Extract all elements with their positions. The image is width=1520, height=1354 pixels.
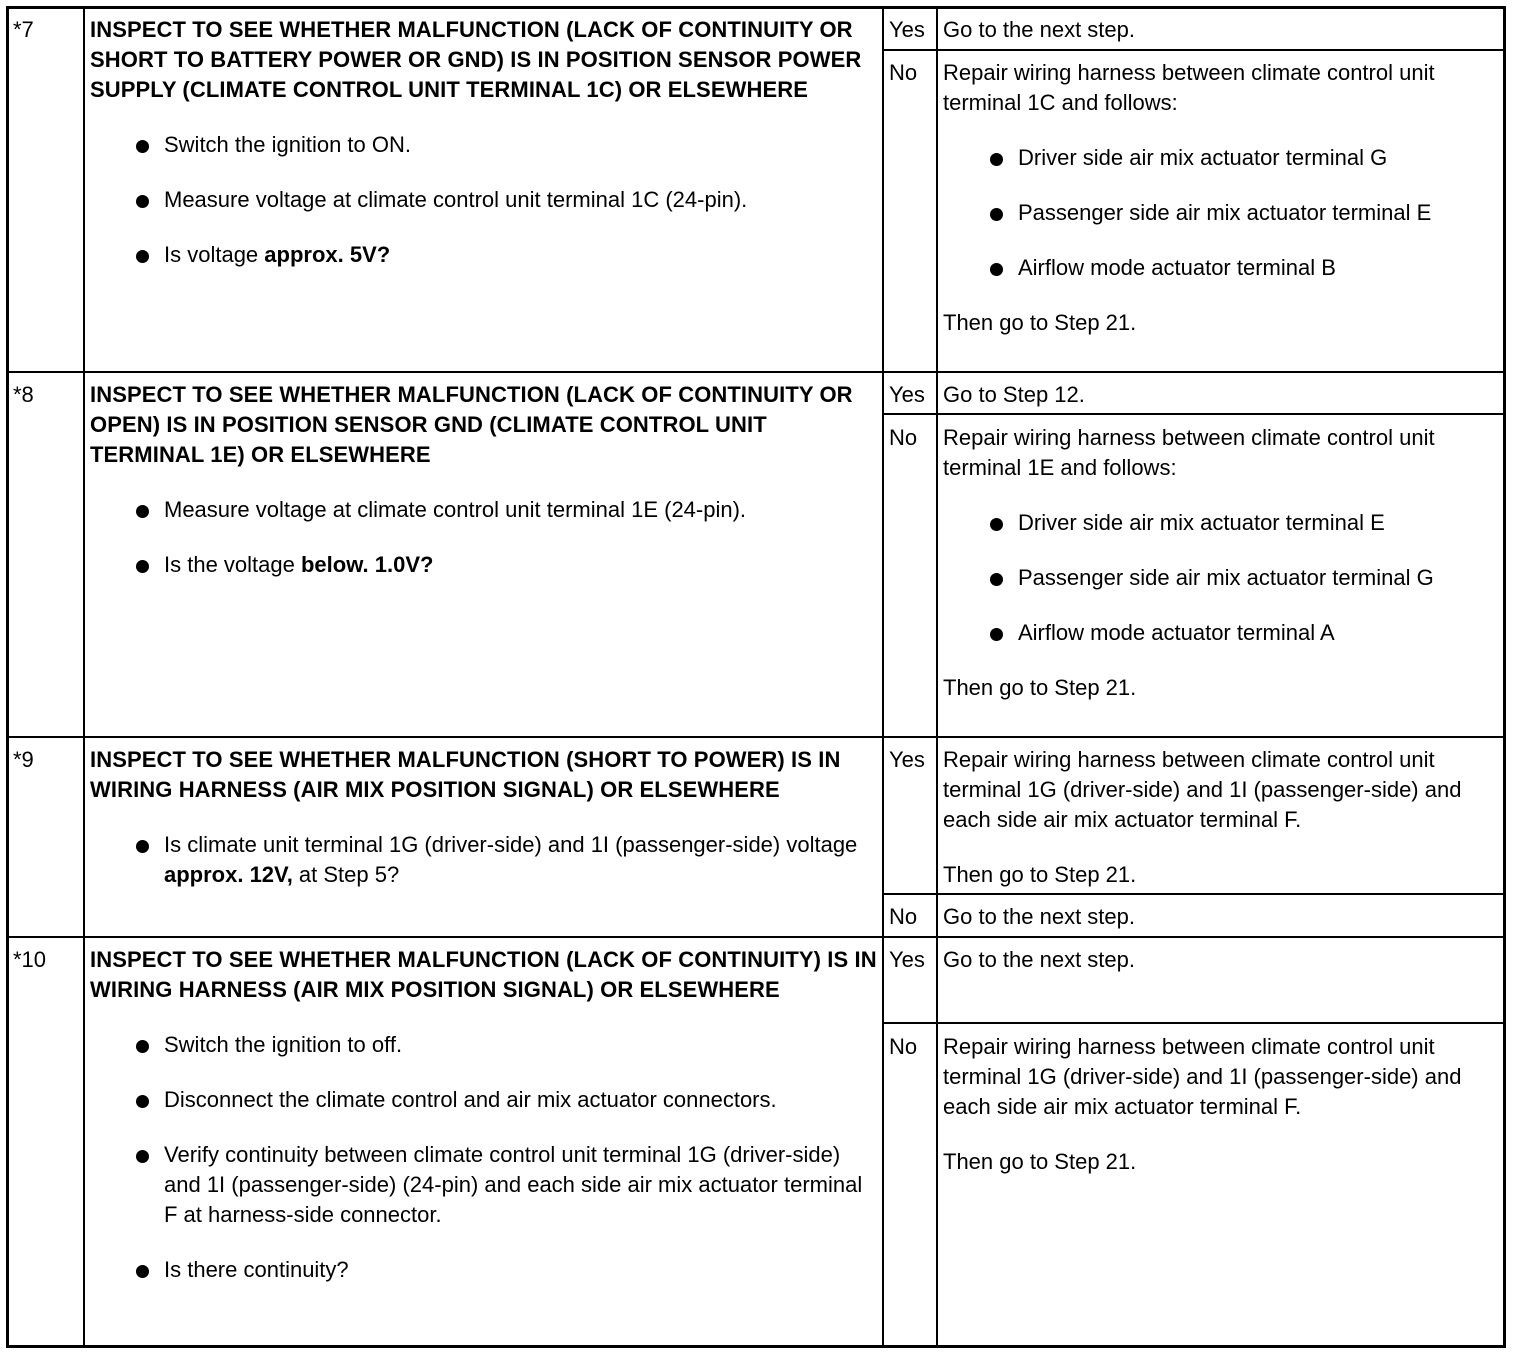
- yes-no-divider: [882, 893, 1503, 895]
- step-number: *9: [13, 747, 34, 772]
- inspection-cell: [90, 745, 880, 890]
- no-result: [943, 423, 1509, 703]
- no-items: [943, 143, 1509, 283]
- no-label: No: [889, 904, 918, 929]
- troubleshooting-table: [6, 6, 1506, 1348]
- no-label: No: [889, 1034, 918, 1059]
- inspection-bullets: [90, 1030, 880, 1285]
- column-divider: [882, 9, 884, 1345]
- list-item: Airflow mode actuator terminal A: [943, 618, 1509, 648]
- then-text: Then go to Step 21.: [943, 675, 1137, 700]
- yes-label: Yes: [889, 17, 925, 42]
- inspection-title: INSPECT TO SEE WHETHER MALFUNCTION (LACK OF CONTINUITY OR OPEN) IS IN POSITION SENSOR GND (CLIMATE CONTROL UNIT TERMINAL 1E) OR ELSEWHERE: [90, 382, 853, 467]
- no-result: [943, 58, 1509, 338]
- yes-label: Yes: [889, 747, 925, 772]
- list-item: Airflow mode actuator terminal B: [943, 253, 1509, 283]
- no-result: Go to the next step.: [943, 904, 1136, 929]
- no-intro: Repair wiring harness between climate control unit terminal 1E and follows:: [943, 425, 1435, 480]
- bullet-item: Switch the ignition to off.: [90, 1030, 880, 1060]
- column-divider: [936, 9, 938, 1345]
- yes-result: Repair wiring harness between climate control unit terminal 1G (driver-side) and 1I (passenger-side) and each side air mix actuator terminal F. Then go to Step 21.: [943, 745, 1509, 890]
- no-items: [943, 508, 1509, 648]
- step-number: *10: [13, 947, 47, 972]
- bullet-item: Is there continuity?: [90, 1255, 880, 1285]
- bullet-item: Disconnect the climate control and air mix actuator connectors.: [90, 1085, 880, 1115]
- step-number: *8: [13, 382, 34, 407]
- inspection-title: INSPECT TO SEE WHETHER MALFUNCTION (LACK OF CONTINUITY OR SHORT TO BATTERY POWER OR GND) IS IN POSITION SENSOR POWER SUPPLY (CLIMATE CONTROL UNIT TERMINAL 1C) OR ELSEWHERE: [90, 17, 862, 102]
- no-label: No: [889, 425, 918, 450]
- yes-label: Yes: [889, 382, 925, 407]
- bullet-item: Is voltage approx. 5V?: [90, 240, 880, 270]
- yes-no-divider: [882, 1022, 1503, 1024]
- row-divider: [9, 736, 1503, 738]
- then-text: Then go to Step 21.: [943, 862, 1137, 887]
- inspection-bullets: [90, 830, 880, 890]
- then-text: Then go to Step 21.: [943, 1149, 1137, 1174]
- bullet-item: Verify continuity between climate control unit terminal 1G (driver-side) and 1I (passenger-side) (24-pin) and each side air mix actuator terminal F at harness-side connector.: [90, 1140, 880, 1230]
- row-divider: [9, 371, 1503, 373]
- inspection-cell: [90, 15, 880, 270]
- bullet-item: Is the voltage below. 1.0V?: [90, 550, 880, 580]
- bullet-item: Measure voltage at climate control unit terminal 1C (24-pin).: [90, 185, 880, 215]
- bullet-item: Is climate unit terminal 1G (driver-side) and 1I (passenger-side) voltage approx. 12V, at Step 5?: [90, 830, 880, 890]
- bullet-item: Switch the ignition to ON.: [90, 130, 880, 160]
- inspection-title: INSPECT TO SEE WHETHER MALFUNCTION (LACK OF CONTINUITY) IS IN WIRING HARNESS (AIR MIX POSITION SIGNAL) OR ELSEWHERE: [90, 947, 877, 1002]
- inspection-title: INSPECT TO SEE WHETHER MALFUNCTION (SHORT TO POWER) IS IN WIRING HARNESS (AIR MIX POSITION SIGNAL) OR ELSEWHERE: [90, 747, 841, 802]
- inspection-cell: [90, 380, 880, 580]
- list-item: Passenger side air mix actuator terminal G: [943, 563, 1509, 593]
- list-item: Driver side air mix actuator terminal E: [943, 508, 1509, 538]
- bullet-item: Measure voltage at climate control unit terminal 1E (24-pin).: [90, 495, 880, 525]
- yes-label: Yes: [889, 947, 925, 972]
- then-text: Then go to Step 21.: [943, 310, 1137, 335]
- yes-no-divider: [882, 413, 1503, 415]
- no-result: Repair wiring harness between climate control unit terminal 1G (driver-side) and 1I (passenger-side) and each side air mix actuator terminal F. Then go to Step 21.: [943, 1032, 1509, 1177]
- list-item: Passenger side air mix actuator terminal E: [943, 198, 1509, 228]
- row-divider: [9, 936, 1503, 938]
- yes-result: Go to the next step.: [943, 947, 1136, 972]
- step-number: *7: [13, 17, 34, 42]
- no-label: No: [889, 60, 918, 85]
- inspection-cell: [90, 945, 880, 1285]
- inspection-bullets: [90, 495, 880, 580]
- yes-result: Go to the next step.: [943, 17, 1136, 42]
- yes-no-divider: [882, 49, 1503, 51]
- no-intro: Repair wiring harness between climate control unit terminal 1C and follows:: [943, 60, 1435, 115]
- yes-result: Go to Step 12.: [943, 382, 1085, 407]
- list-item: Driver side air mix actuator terminal G: [943, 143, 1509, 173]
- column-divider: [83, 9, 85, 1345]
- inspection-bullets: [90, 130, 880, 270]
